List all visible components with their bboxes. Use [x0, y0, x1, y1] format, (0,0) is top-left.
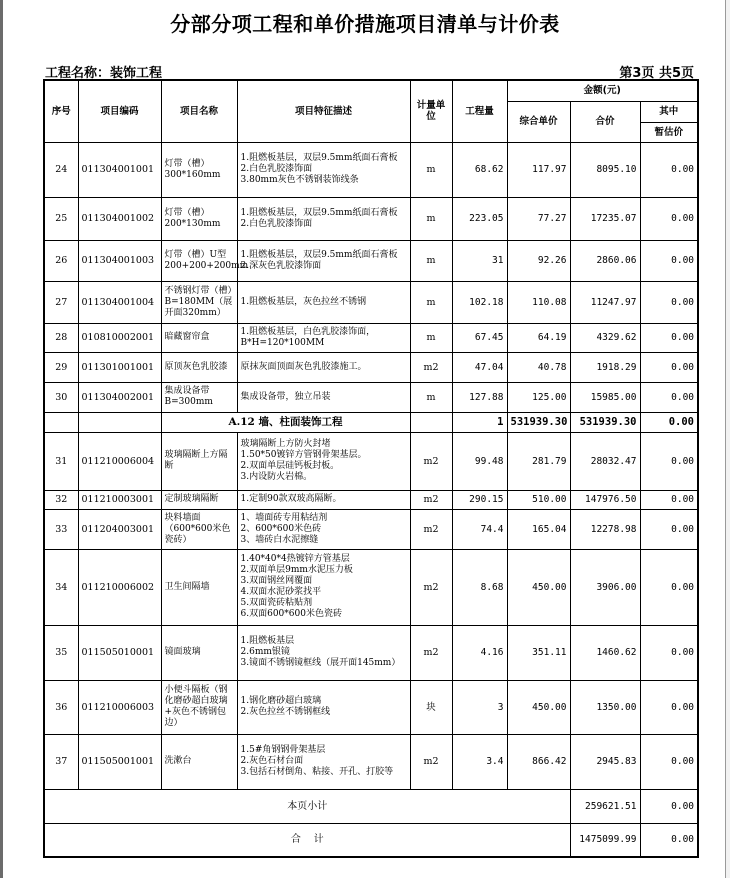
cell-seq: 29 [44, 352, 78, 382]
cell-desc: 1、墙面砖专用粘结剂 2、600*600米色砖 3、墙砖白水泥擦缝 [237, 509, 410, 549]
cell-qty: 31 [452, 240, 507, 281]
cell-name: 洗漱台 [161, 734, 237, 789]
header-code: 项目编码 [78, 80, 161, 142]
table-row [44, 625, 698, 680]
cell-code: 011204003001 [78, 509, 161, 549]
section-unit-price: 531939.30 [507, 412, 570, 432]
cell-unit: m2 [410, 734, 452, 789]
cell-total: 1918.29 [570, 352, 640, 382]
cell-provisional: 0.00 [640, 240, 698, 281]
cell-unit: m2 [410, 625, 452, 680]
cell-seq: 37 [44, 734, 78, 789]
cell-provisional: 0.00 [640, 734, 698, 789]
cell-unit: m [410, 323, 452, 352]
cell-qty: 127.88 [452, 382, 507, 412]
cell-desc: 1.阻燃板基层，双层9.5mm纸面石膏板 2.深灰色乳胶漆饰面 [237, 240, 410, 281]
cell-seq: 27 [44, 281, 78, 323]
cell-unit: m2 [410, 549, 452, 625]
page-subtotal-provisional: 0.00 [640, 789, 698, 823]
cell-qty: 8.68 [452, 549, 507, 625]
cell-code: 011210003001 [78, 490, 161, 509]
cell-desc: 集成设备带，独立吊装 [237, 382, 410, 412]
document-title: 分部分项工程和单价措施项目清单与计价表 [170, 12, 560, 36]
section-code [78, 412, 161, 432]
cell-desc: 1.阻燃板基层 2.6mm银镜 3.镜面不锈钢镜框线（展开面145mm） [237, 625, 410, 680]
cell-code: 011301001001 [78, 352, 161, 382]
cell-qty: 67.45 [452, 323, 507, 352]
section-provisional: 0.00 [640, 412, 698, 432]
cell-desc: 1.阻燃板基层，双层9.5mm纸面石膏板 2.白色乳胶漆饰面 [237, 197, 410, 240]
cell-seq: 33 [44, 509, 78, 549]
cell-name: 小便斗隔板（钢化磨砂超白玻璃+灰色不锈钢包边） [161, 680, 237, 734]
cell-code: 010810002001 [78, 323, 161, 352]
cell-unit-price: 165.04 [507, 509, 570, 549]
cell-provisional: 0.00 [640, 625, 698, 680]
cell-unit-price: 281.79 [507, 432, 570, 490]
cell-desc: 玻璃隔断上方防火封堵 1.50*50镀锌方管钢骨架基层。 2.双面单层硅钙板封板。 3.内设防火岩棉。 [237, 432, 410, 490]
table-row [44, 432, 698, 490]
cell-seq: 36 [44, 680, 78, 734]
cell-total: 1460.62 [570, 625, 640, 680]
cell-qty: 290.15 [452, 490, 507, 509]
cell-unit: m2 [410, 352, 452, 382]
table-row [44, 734, 698, 789]
cell-name: 暗藏窗帘盒 [161, 323, 237, 352]
cell-unit: m2 [410, 509, 452, 549]
section-total: 531939.30 [570, 412, 640, 432]
cell-unit-price: 125.00 [507, 382, 570, 412]
cell-code: 011304002001 [78, 382, 161, 412]
cell-qty: 74.4 [452, 509, 507, 549]
cell-seq: 24 [44, 142, 78, 197]
cell-qty: 3.4 [452, 734, 507, 789]
cell-unit-price: 77.27 [507, 197, 570, 240]
cell-total: 12278.98 [570, 509, 640, 549]
cell-unit: m [410, 382, 452, 412]
cell-seq: 30 [44, 382, 78, 412]
cell-provisional: 0.00 [640, 142, 698, 197]
grand-total-provisional: 0.00 [640, 823, 698, 857]
header-unit-price: 综合单价 [507, 101, 570, 142]
cell-total: 3906.00 [570, 549, 640, 625]
section-unit [410, 412, 452, 432]
cell-total: 1350.00 [570, 680, 640, 734]
cell-total: 8095.10 [570, 142, 640, 197]
section-qty: 1 [452, 412, 507, 432]
cell-unit: m [410, 197, 452, 240]
header-provisional: 暂估价 [640, 122, 698, 142]
table-row [44, 680, 698, 734]
cell-provisional: 0.00 [640, 490, 698, 509]
cell-seq: 25 [44, 197, 78, 240]
cell-desc: 1.阻燃板基层，灰色拉丝不锈钢 [237, 281, 410, 323]
cell-code: 011505001001 [78, 734, 161, 789]
cell-qty: 47.04 [452, 352, 507, 382]
cell-qty: 102.18 [452, 281, 507, 323]
header-desc: 项目特征描述 [237, 80, 410, 142]
cell-total: 2945.83 [570, 734, 640, 789]
table-row [44, 352, 698, 382]
cell-code: 011304001003 [78, 240, 161, 281]
cell-seq: 34 [44, 549, 78, 625]
cell-provisional: 0.00 [640, 382, 698, 412]
cell-seq: 32 [44, 490, 78, 509]
cell-unit-price: 110.08 [507, 281, 570, 323]
cell-code: 011210006003 [78, 680, 161, 734]
cell-desc: 1.40*40*4热镀锌方管基层 2.双面单层9mm水泥压力板 3.双面钢丝网覆面 4.双面水泥砂浆找平 5.双面瓷砖粘贴剂 6.双面600*600米色瓷砖 [237, 549, 410, 625]
cell-unit-price: 64.19 [507, 323, 570, 352]
table-row [44, 382, 698, 412]
grand-total-total: 1475099.99 [570, 823, 640, 857]
cell-total: 17235.07 [570, 197, 640, 240]
cell-unit-price: 510.00 [507, 490, 570, 509]
cell-unit-price: 351.11 [507, 625, 570, 680]
header-of-which: 其中 [640, 101, 698, 122]
cell-unit: m [410, 142, 452, 197]
cell-name: 集成设备带B=300mm [161, 382, 237, 412]
table-row [44, 490, 698, 509]
table-header [44, 80, 698, 142]
cell-qty: 223.05 [452, 197, 507, 240]
cell-unit: m2 [410, 432, 452, 490]
cell-code: 011304001004 [78, 281, 161, 323]
cell-qty: 3 [452, 680, 507, 734]
cell-provisional: 0.00 [640, 680, 698, 734]
table-row [44, 323, 698, 352]
cell-name: 灯带（槽）U型200+200+200mm [161, 240, 237, 281]
header-unit: 计量单位 [410, 80, 452, 142]
cell-unit-price: 40.78 [507, 352, 570, 382]
cell-qty: 68.62 [452, 142, 507, 197]
cell-total: 28032.47 [570, 432, 640, 490]
cell-code: 011210006002 [78, 549, 161, 625]
viewer-left-edge [0, 0, 3, 878]
grand-total-label: 合 计 [44, 823, 570, 857]
cell-name: 玻璃隔断上方隔断 [161, 432, 237, 490]
table-row [44, 281, 698, 323]
cell-name: 块料墙面（600*600米色瓷砖） [161, 509, 237, 549]
page-indicator: 第3页 共5页 [619, 66, 694, 81]
cell-provisional: 0.00 [640, 197, 698, 240]
cell-unit: m [410, 240, 452, 281]
cell-total: 2860.06 [570, 240, 640, 281]
viewer-scroll-gutter[interactable] [726, 0, 730, 878]
table-row [44, 240, 698, 281]
cell-provisional: 0.00 [640, 549, 698, 625]
cell-desc: 1.阻燃板基层，双层9.5mm纸面石膏板 2.白色乳胶漆饰面 3.80mm灰色不锈钢装饰线条 [237, 142, 410, 197]
cell-seq: 35 [44, 625, 78, 680]
cell-name: 灯带（槽）300*160mm [161, 142, 237, 197]
cell-desc: 原抹灰面顶面灰色乳胶漆施工。 [237, 352, 410, 382]
cell-total: 11247.97 [570, 281, 640, 323]
cell-unit-price: 450.00 [507, 680, 570, 734]
cell-code: 011304001002 [78, 197, 161, 240]
cell-code: 011210006004 [78, 432, 161, 490]
cell-unit: m [410, 281, 452, 323]
cell-code: 011505010001 [78, 625, 161, 680]
table-row [44, 549, 698, 625]
cell-seq: 31 [44, 432, 78, 490]
cell-unit-price: 450.00 [507, 549, 570, 625]
cell-desc: 1.定制90款双玻高隔断。 [237, 490, 410, 509]
header-qty: 工程量 [452, 80, 507, 142]
cell-provisional: 0.00 [640, 432, 698, 490]
cell-unit-price: 92.26 [507, 240, 570, 281]
cell-unit-price: 866.42 [507, 734, 570, 789]
section-title: A.12 墙、柱面装饰工程 [161, 412, 410, 432]
cell-name: 镜面玻璃 [161, 625, 237, 680]
cell-provisional: 0.00 [640, 281, 698, 323]
bill-of-quantities-table [43, 79, 699, 858]
page-subtotal-total: 259621.51 [570, 789, 640, 823]
header-name: 项目名称 [161, 80, 237, 142]
cell-desc: 1.阻燃板基层，白色乳胶漆饰面，B*H=120*100MM [237, 323, 410, 352]
header-amount-group: 金额(元) [507, 80, 698, 101]
cell-qty: 99.48 [452, 432, 507, 490]
section-heading-body [44, 412, 698, 432]
table-body-part1 [44, 142, 698, 412]
header-total: 合价 [570, 101, 640, 142]
cell-provisional: 0.00 [640, 352, 698, 382]
cell-provisional: 0.00 [640, 323, 698, 352]
cell-qty: 4.16 [452, 625, 507, 680]
header-seq: 序号 [44, 80, 78, 142]
cell-name: 灯带（槽）200*130mm [161, 197, 237, 240]
cell-code: 011304001001 [78, 142, 161, 197]
cell-seq: 28 [44, 323, 78, 352]
cell-unit: m2 [410, 490, 452, 509]
page-subtotal-row [44, 789, 698, 823]
page-subtotal-label: 本页小计 [44, 789, 570, 823]
cell-unit-price: 117.97 [507, 142, 570, 197]
cell-unit: 块 [410, 680, 452, 734]
summary-body [44, 789, 698, 857]
table-row [44, 197, 698, 240]
grand-total-row [44, 823, 698, 857]
cell-name: 定制玻璃隔断 [161, 490, 237, 509]
cell-seq: 26 [44, 240, 78, 281]
table-row [44, 142, 698, 197]
cell-name: 原顶灰色乳胶漆 [161, 352, 237, 382]
cell-desc: 1.钢化磨砂超白玻璃 2.灰色拉丝不锈钢框线 [237, 680, 410, 734]
table-row [44, 509, 698, 549]
cell-total: 15985.00 [570, 382, 640, 412]
table-body-part2 [44, 432, 698, 789]
cell-provisional: 0.00 [640, 509, 698, 549]
project-name: 工程名称：装饰工程 [45, 66, 163, 81]
section-row [44, 412, 698, 432]
cell-name: 不锈钢灯带（槽）B=180MM（展开面320mm） [161, 281, 237, 323]
cell-desc: 1.5#角钢钢骨架基层 2.灰色石材台面 3.包括石材倒角、粘接、开孔、打胶等 [237, 734, 410, 789]
cell-total: 147976.50 [570, 490, 640, 509]
section-seq [44, 412, 78, 432]
cell-name: 卫生间隔墙 [161, 549, 237, 625]
cell-total: 4329.62 [570, 323, 640, 352]
